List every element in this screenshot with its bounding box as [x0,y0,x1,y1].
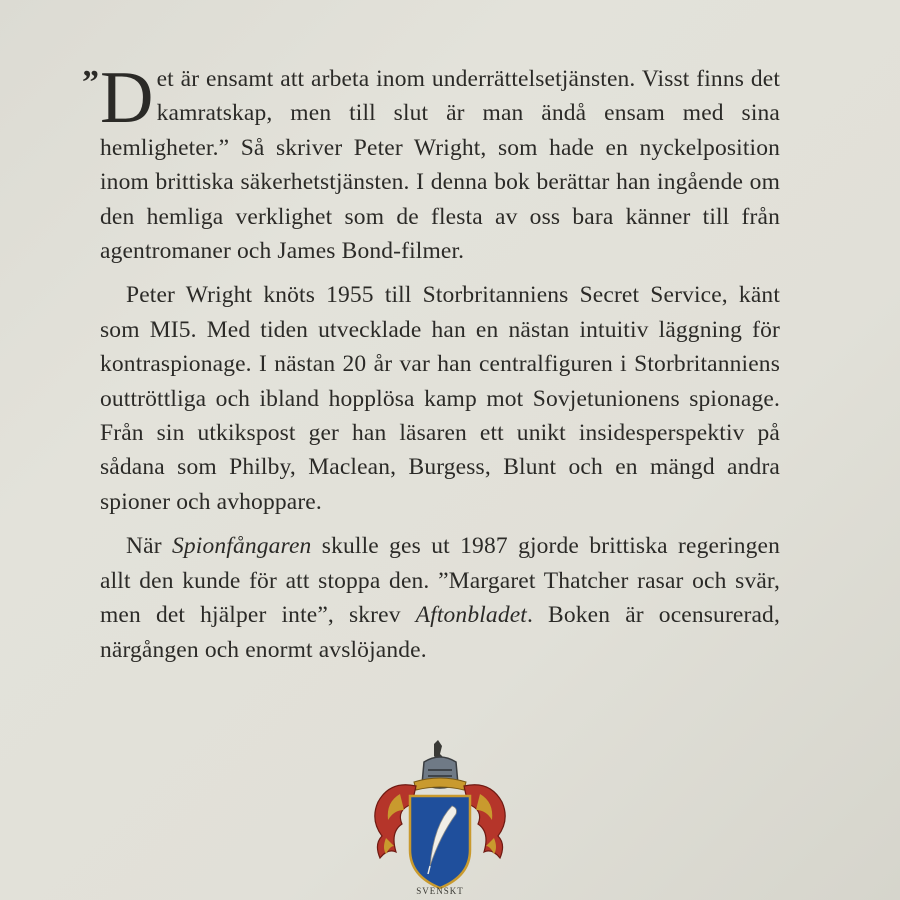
book-title: Spionfångaren [172,533,312,560]
paragraph-1-text: et är ensamt att arbeta inom underrättelsetjänsten. Visst finns det kamratskap, men till slut är man ändå ensam med sina hemligheter.” Så skriver Peter Wright, som hade en nyckelposition inom brittiska säkerhetstjänsten. I denna bok berättar han ingående om den hemliga verklighet som de flesta av oss bara känner till från agentromaner och James Bond-filmer. [100,66,780,265]
paragraph-3-end: . Boken är ocensurerad, närgången och enormt avslöjande. [100,602,780,663]
paragraph-1 [82,57,780,268]
opening-quote-mark: ” [82,64,100,101]
coat-of-arms-icon [360,740,520,900]
paragraph-3-middle: skulle ges ut 1987 gjorde brittiska regeringen allt den kunde för att stoppa den. ”Margaret Thatcher rasar och svär, men det hjälper inte”, skrev [100,533,780,629]
paragraph-3-intro: När [126,533,172,560]
blurb-text [82,57,780,677]
paragraph-2: Peter Wright knöts 1955 till Storbritanniens Secret Service, känt som MI5. Med tiden utvecklade han en nästan intuitiv läggning för kontraspionage. I nästan 20 år var han centralfiguren i Storbritanniens outtröttliga och ibland hopplösa kamp mot Sovjetunionens spionage. Från sin utkikspost ger han läsaren ett unikt insidesperspektiv på sådana som Philby, Maclean, Burgess, Blunt och en mängd andra spioner och avhoppare. [100,282,780,515]
publisher-caption: SVENSKT [416,886,464,896]
drop-cap: D [100,57,154,139]
paragraph-3 [100,529,780,667]
newspaper-name: Aftonbladet [415,602,527,629]
